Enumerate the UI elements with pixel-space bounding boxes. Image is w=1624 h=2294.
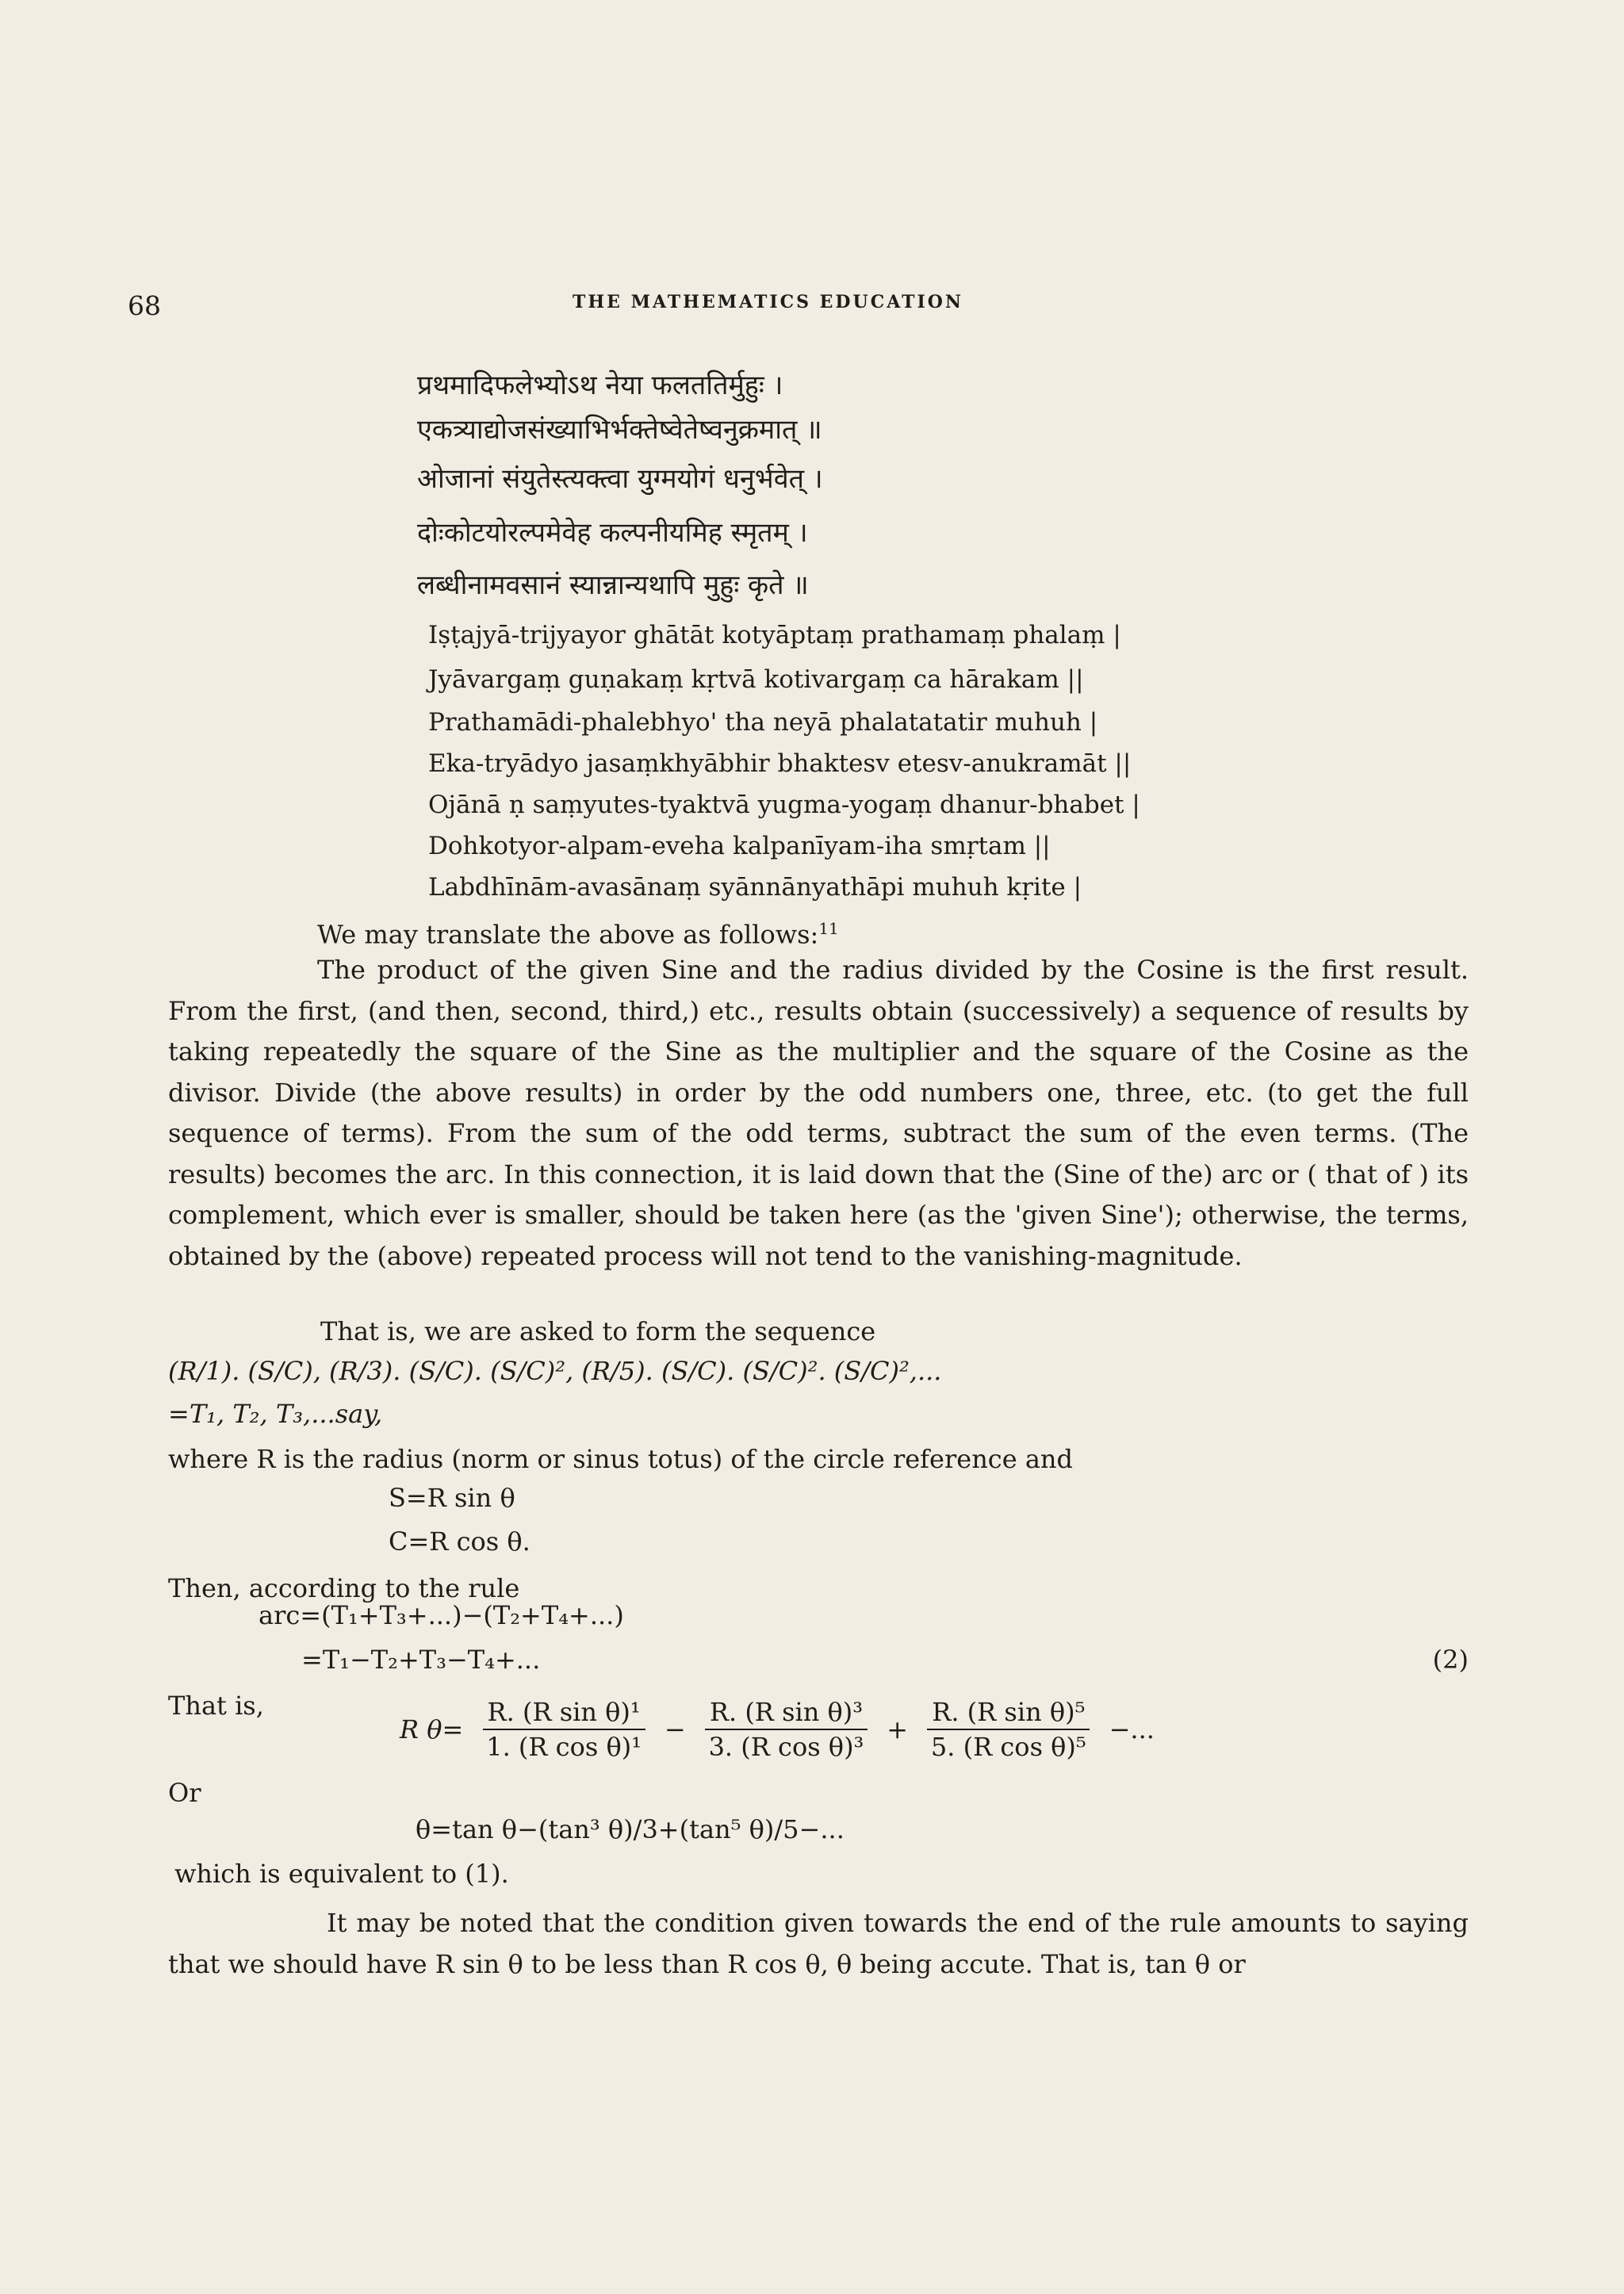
sanskrit-verse-line: ओजानां संयुतेस्त्यक्त्वा युग्मयोगं धनुर्भवेत् । bbox=[417, 463, 823, 495]
sequence-terms: =T₁, T₂, T₃,...say, bbox=[168, 1399, 383, 1429]
series-tail: −... bbox=[1109, 1714, 1155, 1744]
footnote-marker: 11 bbox=[818, 919, 839, 938]
sanskrit-verse-line: लब्धीनामवसानं स्यान्नान्यथापि मुहुः कृते ॥ bbox=[417, 569, 809, 601]
translation-paragraph: The product of the given Sine and the radius divided by the Cosine is the first result. From the first, (and then, second, third,) etc., results obtain (successively) a sequence of results by taking repeatedly the square of the Sine as the multiplier and the square of the Cosine as the divisor. Divide (the above results) in order by the odd numbers one, three, etc. (to get the full sequence of terms). From the sum of the odd terms, subtract the sum of the even terms. (The results) becomes the arc. In this connection, it is laid down that the (Sine of the) arc or ( that of ) its complement, which ever is smaller, should be taken here (as the 'given Sine'); otherwise, the terms, obtained by the (above) repeated process will not tend to the vanishing-magnitude. bbox=[168, 955, 1469, 1271]
series-term-1 bbox=[483, 1697, 645, 1762]
transliteration-line: Eka-tryādyo jasaṃkhyābhir bhaktesv etesv-anukramāt || bbox=[428, 749, 1132, 778]
sanskrit-verse-line: दोःकोटयोरल्पमेवेह कल्पनीयमिह स्मृतम् । bbox=[417, 517, 808, 549]
sanskrit-verse-line: एकत्र्याद्योजसंख्याभिर्भक्तेष्वेतेष्वनुक्रमात् ॥ bbox=[417, 414, 822, 446]
or-label: Or bbox=[168, 1778, 201, 1808]
transliteration-line: Jyāvargaṃ guṇakaṃ kṛtvā kotivargaṃ ca hārakam || bbox=[428, 665, 1084, 694]
page-number: 68 bbox=[128, 290, 161, 321]
definition-s: S=R sin θ bbox=[389, 1483, 515, 1513]
sequence-intro: That is, we are asked to form the sequence bbox=[320, 1316, 876, 1346]
transliteration-line: Iṣṭajyā-trijyayor ghātāt kotyāptaṃ prathamaṃ phalaṃ | bbox=[428, 621, 1121, 649]
translation-intro bbox=[317, 909, 839, 956]
series-term-2 bbox=[705, 1697, 868, 1762]
then-clause: Then, according to the rule bbox=[168, 1573, 520, 1603]
term-1-numerator: R. (R sin θ)¹ bbox=[483, 1697, 645, 1730]
series-plus: + bbox=[887, 1714, 909, 1744]
sanskrit-verse-line: प्रथमादिफलेभ्योऽथ नेया फलततिर्मुहुः । bbox=[417, 370, 783, 401]
transliteration-line: Dohkotyor-alpam-eveha kalpanīyam-iha smṛtam || bbox=[428, 832, 1051, 860]
series-equation bbox=[396, 1697, 1158, 1762]
series-term-3 bbox=[927, 1697, 1090, 1762]
series-minus: − bbox=[664, 1714, 686, 1744]
equivalence-note: which is equivalent to (1). bbox=[174, 1859, 509, 1889]
series-lhs: R θ= bbox=[400, 1714, 464, 1744]
where-clause: where R is the radius (norm or sinus totus) of the circle reference and bbox=[168, 1444, 1073, 1474]
tan-series: θ=tan θ−(tan³ θ)/3+(tan⁵ θ)/5−... bbox=[416, 1814, 845, 1844]
arc-equation: arc=(T₁+T₃+...)−(T₂+T₄+...) bbox=[259, 1600, 624, 1630]
term-2-denominator: 3. (R cos θ)³ bbox=[708, 1732, 864, 1762]
transliteration-line: Labdhīnām-avasānaṃ syānnānyathāpi muhuh kṛite | bbox=[428, 873, 1082, 902]
transliteration-line: Ojānā ṇ saṃyutes-tyaktvā yugma-yogaṃ dhanur-bhabet | bbox=[428, 791, 1140, 819]
arc-equation-expanded: =T₁−T₂+T₃−T₄+... bbox=[301, 1645, 541, 1675]
translation-intro-text: We may translate the above as follows: bbox=[317, 919, 819, 950]
running-head: THE MATHEMATICS EDUCATION bbox=[573, 292, 964, 312]
transliteration-line: Prathamādi-phalebhyo' tha neyā phalatatatir muhuh | bbox=[428, 708, 1098, 737]
that-is-label: That is, bbox=[168, 1691, 264, 1721]
term-1-denominator: 1. (R cos θ)¹ bbox=[486, 1732, 642, 1762]
definition-c: C=R cos θ. bbox=[389, 1526, 530, 1557]
equation-number: (2) bbox=[1432, 1645, 1469, 1675]
closing-paragraph: It may be noted that the condition given towards the end of the rule amounts to saying that we should have R sin θ to be less than R cos θ, θ being accute. That is, tan θ or bbox=[168, 1908, 1469, 1979]
term-2-numerator: R. (R sin θ)³ bbox=[705, 1697, 868, 1730]
sequence-expression: (R/1). (S/C), (R/3). (S/C). (S/C)², (R/5). (S/C). (S/C)². (S/C)²,... bbox=[168, 1356, 942, 1386]
term-3-numerator: R. (R sin θ)⁵ bbox=[927, 1697, 1090, 1730]
term-3-denominator: 5. (R cos θ)⁵ bbox=[930, 1732, 1086, 1762]
